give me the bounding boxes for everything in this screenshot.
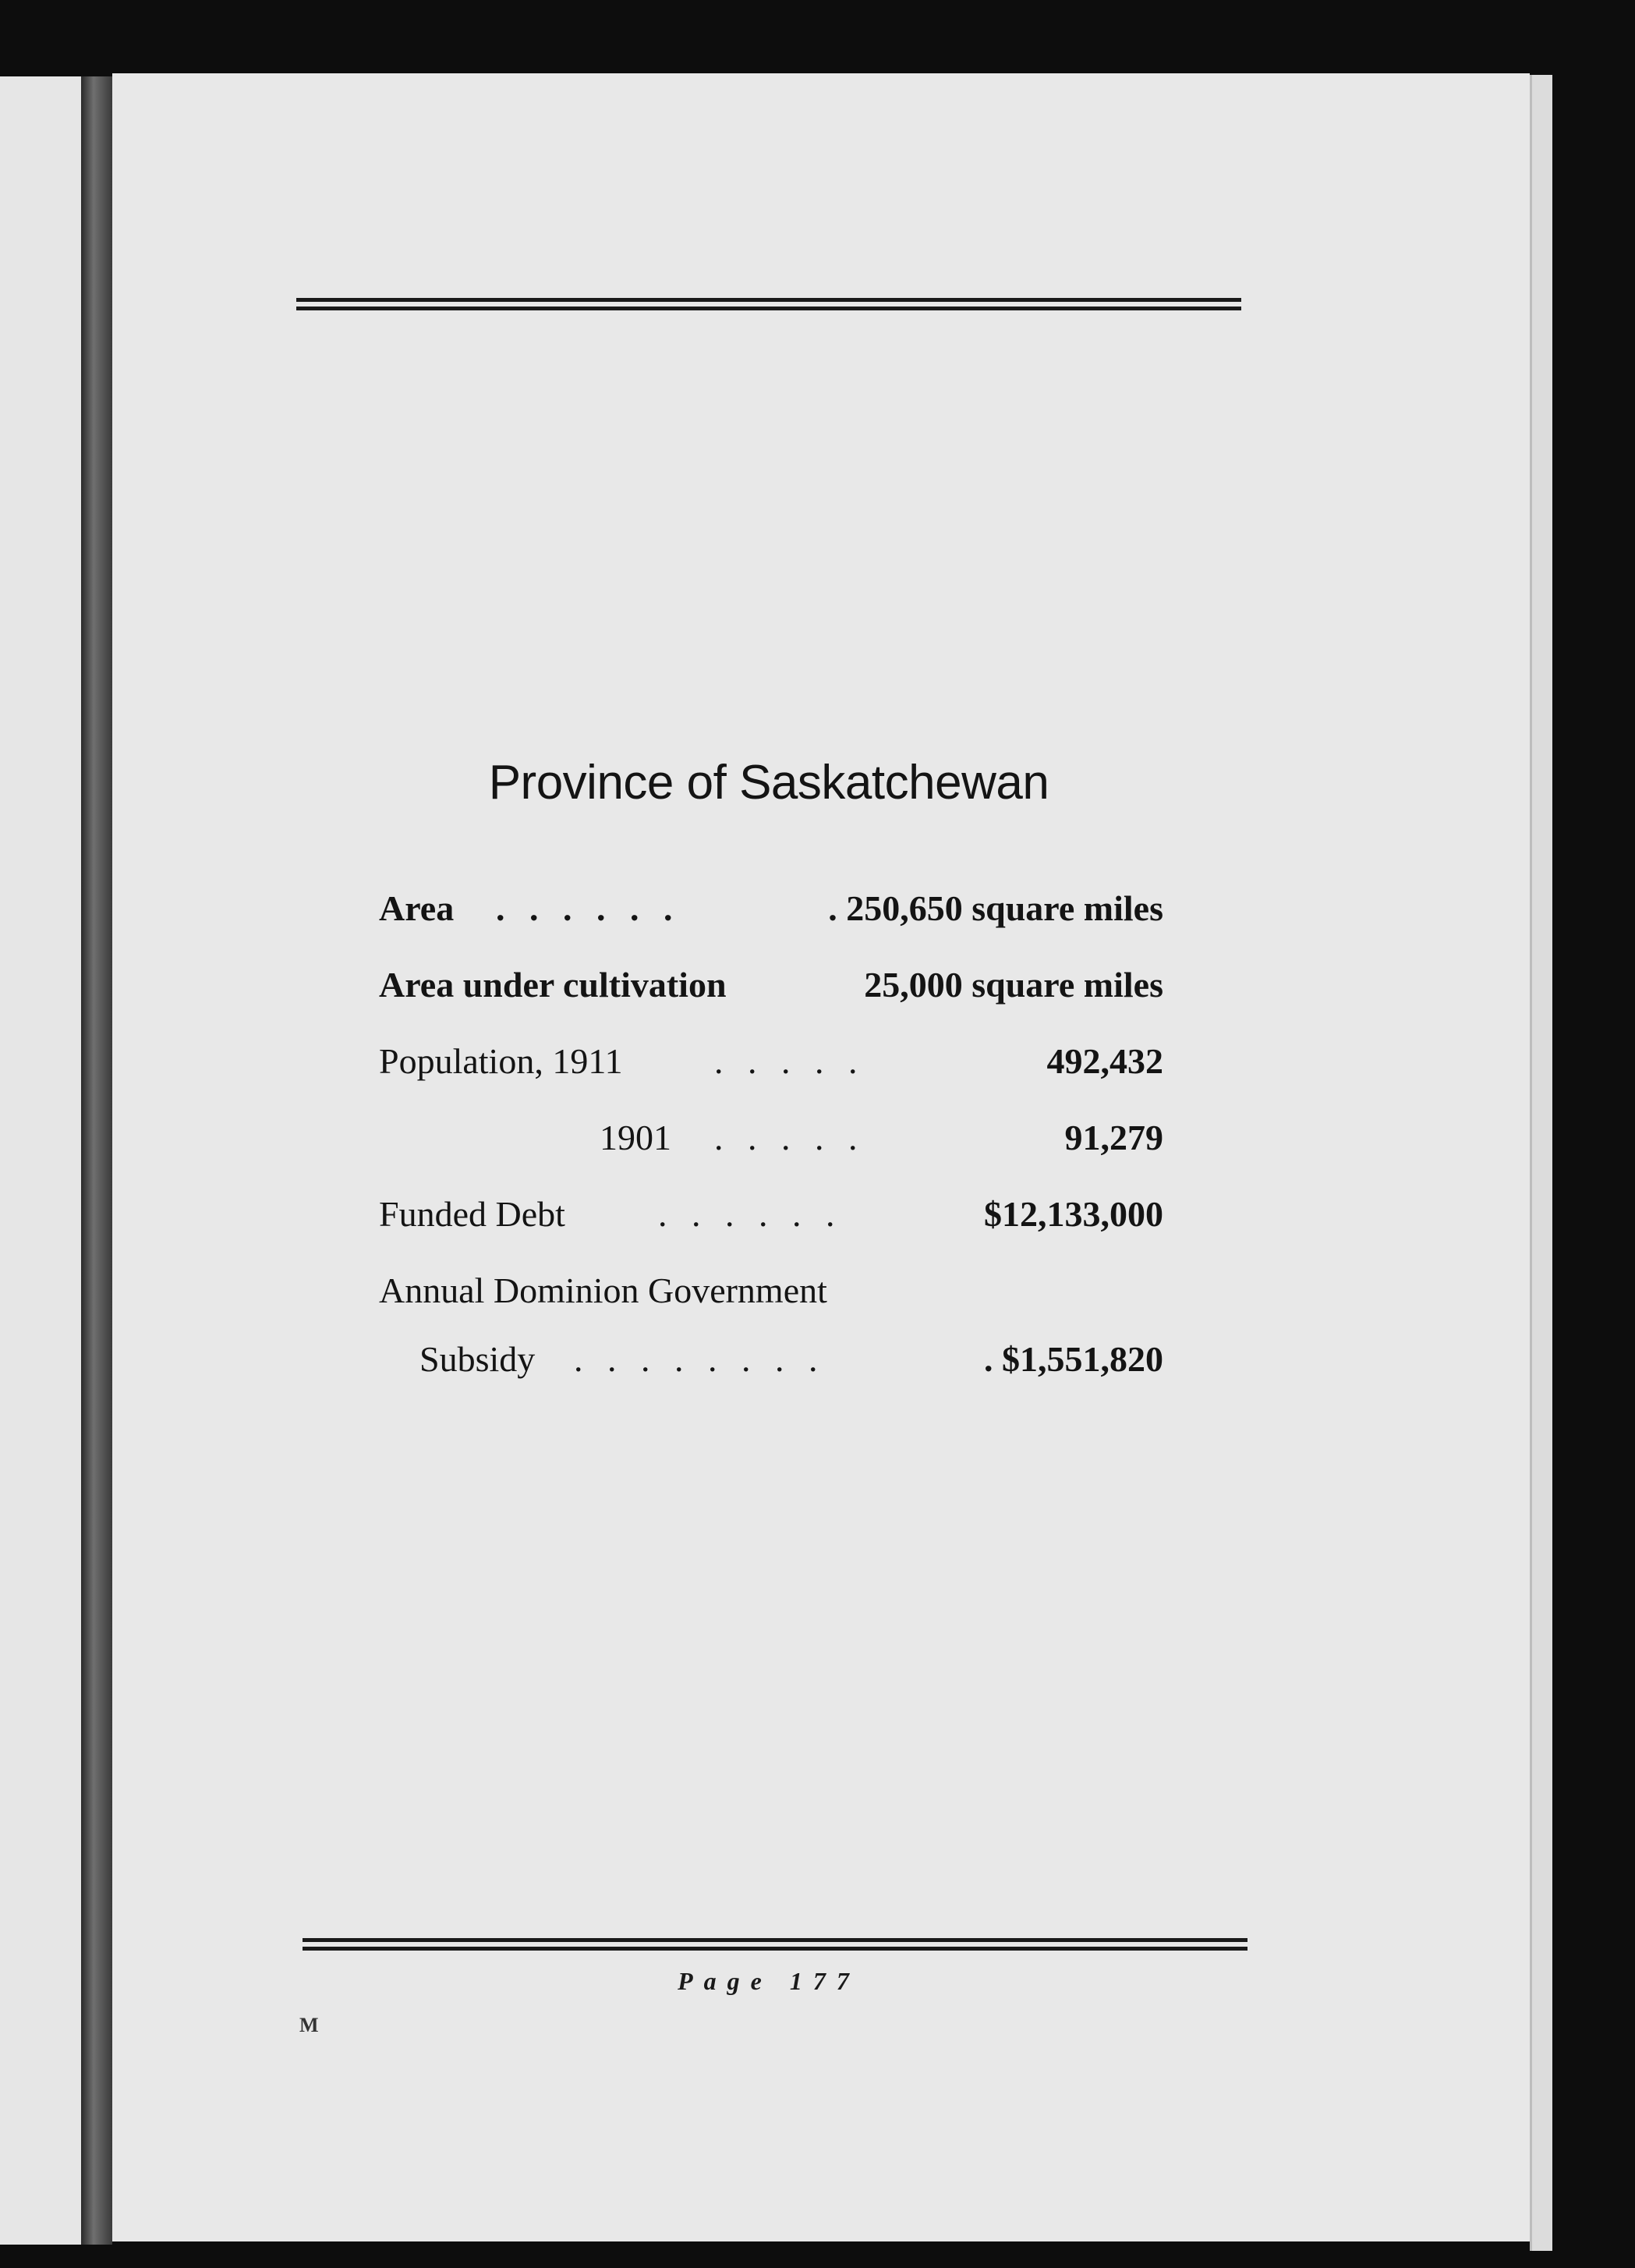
stat-label: Subsidy [419,1339,536,1379]
stat-row-subsidy [379,1338,1163,1415]
stat-label: Annual Dominion Government [379,1270,827,1310]
corner-mark: M [299,2014,319,2036]
facing-page-edge [0,76,81,2245]
stat-row-population-1911 [379,1040,1163,1117]
leader-dots: . . . . . . . . [574,1339,826,1379]
stat-row-area [379,888,1163,964]
stat-value: $12,133,000 [984,1194,1163,1234]
top-double-rule [296,298,1241,310]
stat-value: 492,432 [1046,1041,1163,1081]
stat-row-area-cultivation [379,964,1163,1040]
stat-label: Area [379,888,455,928]
stat-value: . $1,551,820 [984,1339,1163,1379]
page-number: Page 177 [678,1967,860,1995]
leader-dots: . . . . . [714,1041,865,1081]
stat-row-funded-debt [379,1193,1163,1270]
leader-dots: . . . . . . [496,888,681,928]
stat-row-annual-dominion [379,1270,1163,1338]
page-title: Province of Saskatchewan [488,756,1049,810]
stat-label: Funded Debt [379,1194,565,1234]
stat-label: Area under cultivation [379,965,727,1005]
stat-label: 1901 [600,1118,671,1157]
book-spine [81,76,112,2245]
leader-dots: . . . . . . [658,1194,843,1234]
stat-value: 25,000 square miles [864,965,1163,1005]
stat-value: . 250,650 square miles [828,888,1163,928]
bottom-double-rule [303,1938,1247,1951]
stat-row-population-1901 [379,1117,1163,1193]
page-edge [1530,75,1552,2251]
leader-dots: . . . . . [714,1118,865,1157]
stat-label: Population, 1911 [379,1041,623,1081]
statistics-list [379,888,1163,1415]
stat-value: 91,279 [1064,1118,1163,1157]
